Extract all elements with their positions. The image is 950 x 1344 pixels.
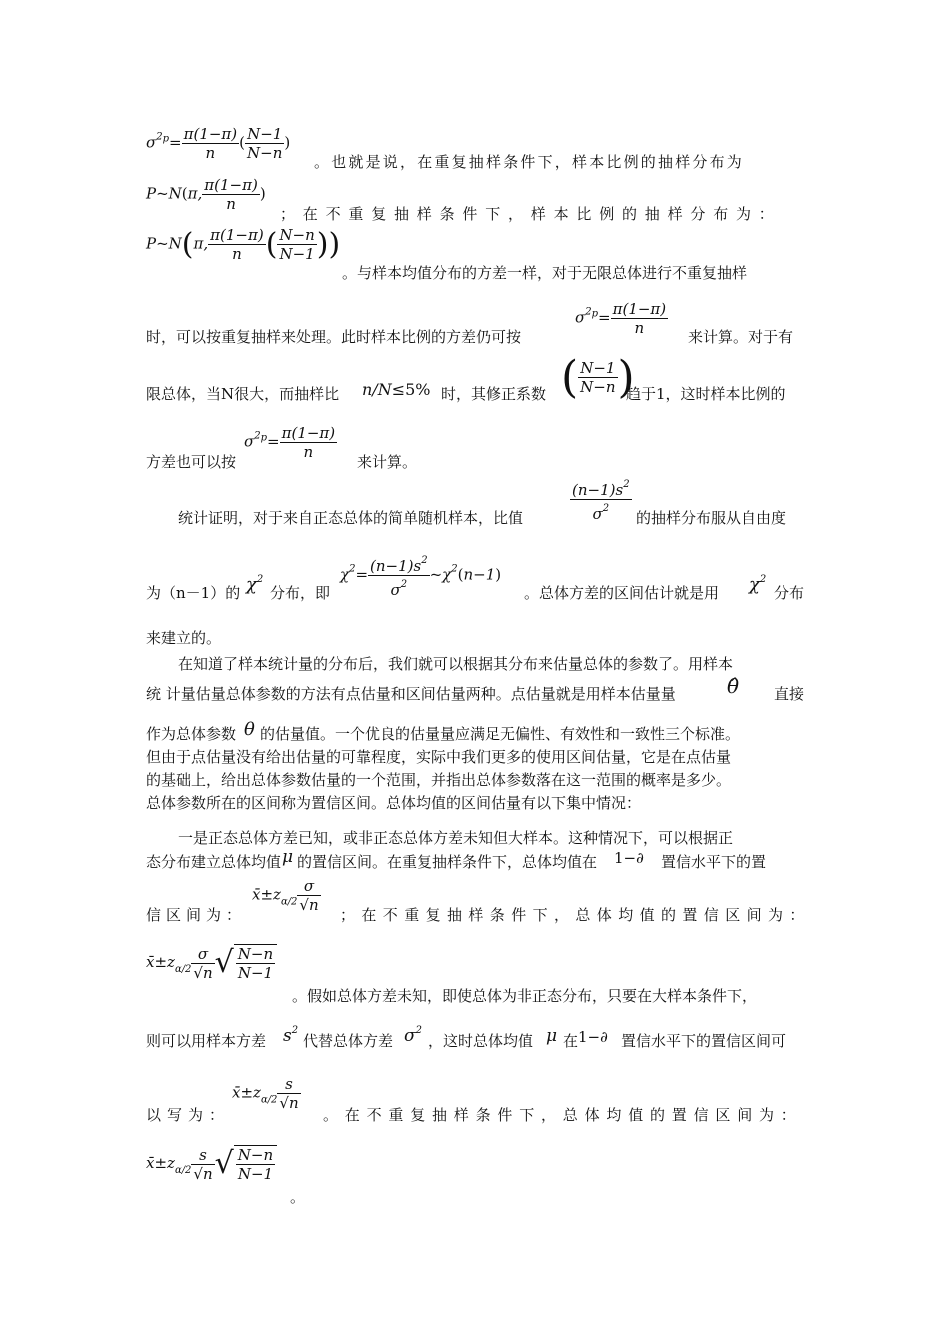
text-line-8a: 为（n－1）的 — [146, 584, 241, 602]
text-line-5a: 限总体，当N很大，而抽样比 — [146, 385, 340, 403]
formula-sigma-p-squared: $\sigma^{2p}=$ $\frac{\pi(1-\pi)}{n}$ ( $\frac{N-1}{N-n}$ ) — [146, 125, 291, 162]
formula-ci-unknown-sigma: $x̄\pm z_{\alpha/2}$ $\frac{s}{√n}$ — [232, 1075, 299, 1112]
formula-ci-unknown-sigma-nonrepeat: $x̄\pm z_{\alpha/2}$ $\frac{s}{√n}$ √ $\frac{N-n}{N-1}$ — [146, 1145, 277, 1183]
text-para3-line4: 。假如总体方差未知，即使总体为非正态分布，只要在大样本条件下， — [292, 987, 758, 1005]
text-para3-line5a: 则可以用样本方差 — [146, 1032, 267, 1050]
text-line-6b: 来计算。 — [357, 453, 418, 471]
text-para3-line5c: ，这时总体均值 — [428, 1032, 534, 1050]
formula-ci-known-sigma-nonrepeat: $x̄\pm z_{\alpha/2}$ $\frac{\sigma}{√n}$ √ $\frac{N-n}{N-1}$ — [146, 944, 277, 982]
text-para3-line5d: 在 — [563, 1032, 579, 1050]
formula-sampling-ratio: n/N≤5% — [362, 380, 431, 399]
formula-p-dist-repeat: P~N(π, $\frac{\pi(1-\pi)}{n}$ ) — [146, 176, 266, 213]
text-line-4b: 来计算。对于有 — [688, 328, 794, 346]
formula-ci-known-sigma: $x̄\pm z_{\alpha/2}$ $\frac{\sigma}{√n}$ — [252, 877, 319, 914]
formula-p-dist-nonrepeat: P~N(π, $\frac{\pi(1-\pi)}{n}$ ( $\frac{N-n}{N-1}$ )) — [146, 226, 341, 263]
text-para3-line1: 一是正态总体方差已知，或非正态总体方差未知但大样本。这种情况下，可以根据正 — [178, 829, 734, 847]
formula-confidence-2: 1−∂ — [578, 1028, 608, 1046]
text-para3-line3a: 信区间为： — [146, 906, 247, 924]
text-para2-line2-end: 直接 — [774, 685, 805, 703]
formula-s-squared: $s^2$ — [283, 1025, 299, 1046]
formula-confidence-1: 1−∂ — [614, 849, 644, 867]
formula-mu-1: μ — [282, 847, 294, 867]
text-para3-line6a: 以写为： — [146, 1106, 231, 1124]
formula-ratio: $\frac{(n-1)s^2}{\sigma^2}$ — [570, 476, 632, 523]
formula-theta: θ — [244, 719, 255, 740]
text-line-4a: 时，可以按重复抽样来处理。此时样本比例的方差仍可按 — [146, 328, 522, 346]
text-line-1: 。也就是说，在重复抽样条件下，样本比例的抽样分布为 — [314, 153, 745, 171]
text-para3-line6b: 。在不重复抽样条件下，总体均值的置信区间为： — [323, 1106, 803, 1124]
text-line-3: 。与样本均值分布的方差一样，对于无限总体进行不重复抽样 — [342, 264, 748, 282]
text-para3-line2c: 置信水平下的置 — [661, 853, 767, 871]
text-para2-line2: 统 计量估量总体参数的方法有点估量和区间估量两种。点估量就是用样本估量量 — [146, 685, 676, 703]
text-para2-line3b: 的估量值。一个优良的估量量应满足无偏性、有效性和一致性三个标准。 — [260, 725, 741, 743]
text-para3-line3b: ；在不重复抽样条件下，总体均值的置信区间为： — [340, 906, 811, 924]
formula-correction-factor: ( $\frac{N-1}{N-n}$ ) — [561, 352, 635, 403]
text-line-6a: 方差也可以按 — [146, 453, 237, 471]
text-line-5b: 时，其修正系数 — [441, 385, 547, 403]
formula-theta-hat: θ̂ — [727, 674, 740, 698]
formula-chi-squared-dist: $\chi^2=$ $\frac{(n-1)s^2}{\sigma^2}$ $\sim\chi^2(n-1)$ — [340, 552, 501, 599]
formula-chi-squared-2: $\chi^2$ — [749, 574, 767, 595]
text-line-5c: 趋于1，这时样本比例的 — [626, 385, 786, 403]
text-line-7a: 统计证明，对于来自正态总体的简单随机样本，比值 — [178, 509, 524, 527]
text-para3-line5e: 置信水平下的置信区间可 — [621, 1032, 787, 1050]
text-para2-line4: 但由于点估量没有给出估量的可靠程度，实际中我们更多的使用区间估量，它是在点估量 — [146, 748, 732, 766]
text-para3-line5b: 代替总体方差 — [303, 1032, 394, 1050]
text-line-2: ；在不重复抽样条件下，样本比例的抽样分布为： — [280, 205, 782, 223]
formula-sigma-p-squared-3: $\sigma^{2p}=$ $\frac{\pi(1-\pi)}{n}$ — [244, 424, 336, 461]
text-line-8d: 分布 — [774, 584, 805, 602]
text-line-9: 来建立的。 — [146, 629, 222, 647]
text-para2-line3a: 作为总体参数 — [146, 725, 237, 743]
text-line-7b: 的抽样分布服从自由度 — [636, 509, 787, 527]
text-line-8b: 分布，即 — [270, 584, 331, 602]
formula-mu-2: μ — [546, 1026, 558, 1046]
text-para3-line2b: 的置信区间。在重复抽样条件下，总体均值在 — [297, 853, 598, 871]
text-line-8c: 。总体方差的区间估计就是用 — [524, 584, 720, 602]
text-para2-line1: 在知道了样本统计量的分布后，我们就可以根据其分布来估量总体的参数了。用样本 — [178, 655, 734, 673]
text-para2-line6: 总体参数所在的区间称为置信区间。总体均值的区间估量有以下集中情况： — [146, 794, 642, 812]
text-para2-line5: 的基础上，给出总体参数估量的一个范围，并指出总体参数落在这一范围的概率是多少。 — [146, 771, 732, 789]
formula-chi-squared-1: $\chi^2$ — [246, 574, 264, 595]
text-para3-line7: 。 — [290, 1188, 306, 1206]
formula-sigma-p-squared-2: $\sigma^{2p}=$ $\frac{\pi(1-\pi)}{n}$ — [575, 300, 667, 337]
formula-sigma-squared: $\sigma^2$ — [404, 1025, 422, 1046]
text-para3-line2a: 态分布建立总体均值 — [146, 853, 282, 871]
